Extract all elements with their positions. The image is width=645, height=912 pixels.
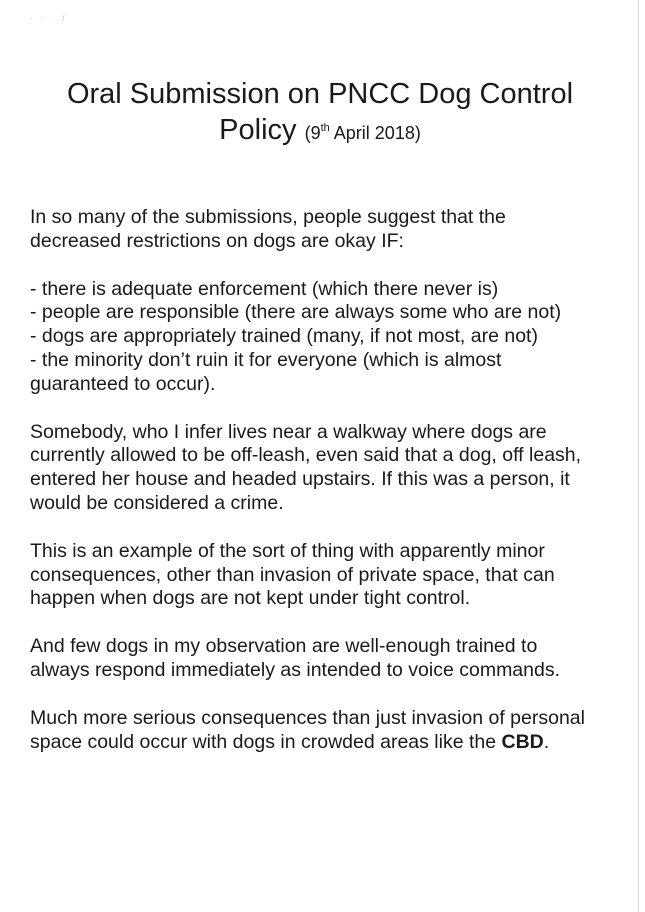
paragraph-example: This is an example of the sort of thing with apparently minor consequences, other than invasion of private space, that can happen when dogs are not kept under tight control. — [30, 539, 555, 610]
condition-item: - the minority don’t ruin it for everyone (which is almost guaranteed to occur). — [30, 348, 502, 395]
paragraph-consequences-end: . — [543, 730, 550, 753]
scan-marks: · · . / — [30, 14, 68, 23]
title-date-rest: April 2018) — [329, 123, 421, 143]
paragraph-consequences-text: Much more serious consequences than just invasion of personal space could occur with dogs in crowded areas like the — [30, 706, 585, 753]
title-date — [305, 123, 421, 143]
title-date-suffix: th — [320, 122, 330, 134]
condition-item: - people are responsible (there are always some who are not) — [30, 301, 562, 324]
title-line-2: Policy — [219, 114, 297, 146]
paragraph-off-leash: Somebody, who I infer lives near a walkway where dogs are currently allowed to be off-leash, even said that a dog, off leash, entered her house and headed upstairs. If this was a person, it would be considered a crime. — [30, 420, 582, 514]
paragraph-training: And few dogs in my observation are well-enough trained to always respond immediately as intended to voice commands. — [30, 635, 561, 681]
title-date-day: (9 — [304, 123, 321, 143]
title-line-1: Oral Submission on PNCC Dog Control — [66, 78, 574, 110]
page-edge — [638, 0, 639, 912]
conditions-list — [30, 278, 602, 397]
paragraph-consequences — [30, 707, 602, 755]
condition-item: - dogs are appropriately trained (many, if not most, are not) — [30, 325, 538, 348]
intro-paragraph: In so many of the submissions, people suggest that the decreased restrictions on dogs are okay IF: — [30, 206, 506, 252]
document-title — [20, 76, 620, 151]
cbd-term: CBD — [501, 730, 544, 753]
condition-item: - there is adequate enforcement (which there never is) — [30, 277, 499, 300]
document-body — [30, 206, 602, 778]
